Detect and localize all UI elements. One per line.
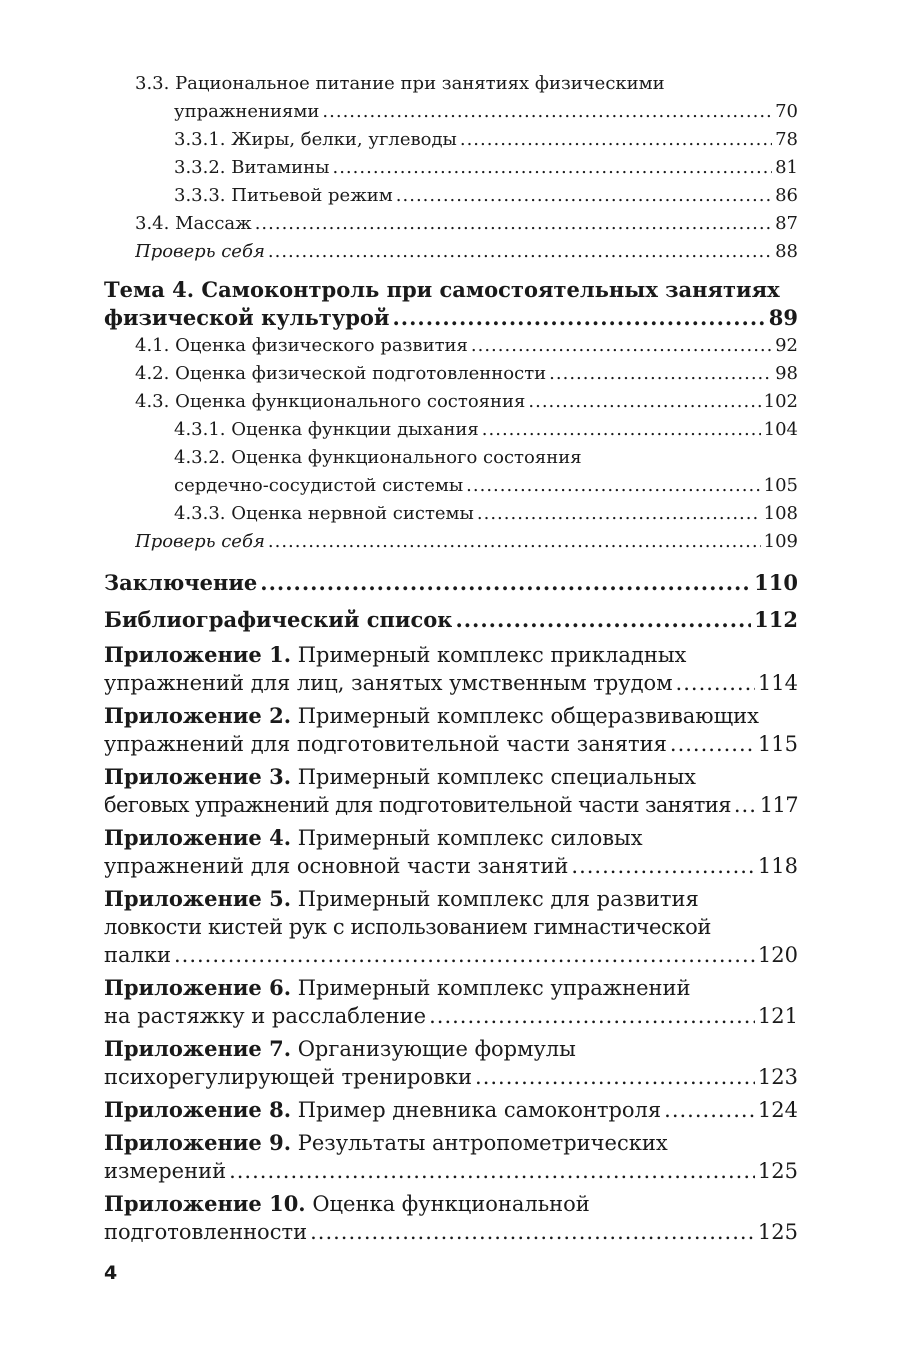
toc-entry-appendix-6: Приложение 6. Примерный комплекс упражнений на растяжку и расслабление ..... 121 — [104, 974, 798, 1030]
leader-dots — [664, 1096, 755, 1124]
toc-entry-check-4: Проверь себя ..... 109 — [104, 528, 798, 556]
leader-dots — [670, 730, 755, 758]
leader-dots — [255, 210, 772, 238]
leader-dots — [571, 852, 755, 880]
leader-dots — [676, 669, 755, 697]
toc-entry-topic-4: Тема 4. Самоконтроль при самостоятельных занятиях физической культурой ..... 89 — [104, 276, 798, 332]
toc-entry-appendix-9: Приложение 9. Результаты антропометрических измерений ..... 125 — [104, 1129, 798, 1185]
toc-entry-3-4: 3.4. Массаж ..... 87 — [104, 210, 798, 238]
toc-entry-appendix-1: Приложение 1. Примерный комплекс прикладных упражнений для лиц, занятых умственным трудом ..... 114 — [104, 641, 798, 697]
toc-entry-3-3: 3.3. Рациональное питание при занятиях физическими упражнениями ..... 70 — [104, 70, 798, 126]
toc-entry-3-3-3: 3.3.3. Питьевой режим ..... 86 — [104, 182, 798, 210]
toc-entry-appendix-3: Приложение 3. Примерный комплекс специальных беговых упражнений для подготовительной части занятия ..... 117 — [104, 763, 798, 819]
toc-entry-appendix-4: Приложение 4. Примерный комплекс силовых упражнений для основной части занятий ..... 118 — [104, 824, 798, 880]
toc-entry-appendix-10: Приложение 10. Оценка функциональной подготовленности ..... 125 — [104, 1190, 798, 1246]
leader-dots — [455, 603, 751, 636]
leader-dots — [528, 388, 760, 416]
toc-entry-4-3-2: 4.3.2. Оценка функционального состояния сердечно-сосудистой системы ..... 105 — [104, 444, 798, 500]
toc-entry-3-3-1: 3.3.1. Жиры, белки, углеводы ..... 78 — [104, 126, 798, 154]
leader-dots — [332, 154, 772, 182]
toc-entry-appendix-5: Приложение 5. Примерный комплекс для развития ловкости кистей рук с использованием гимнастической палки ..... 120 — [104, 885, 798, 969]
leader-dots — [734, 791, 757, 819]
toc-entry-appendix-8: Приложение 8. Пример дневника самоконтроля ..... 124 — [104, 1096, 798, 1124]
leader-dots — [396, 182, 772, 210]
leader-dots — [310, 1218, 755, 1246]
toc-entry-conclusion: Заключение ..... 110 — [104, 566, 798, 599]
leader-dots — [268, 528, 761, 556]
leader-dots — [392, 304, 765, 332]
leader-dots — [429, 1002, 755, 1030]
toc-entry-check-3: Проверь себя ..... 88 — [104, 238, 798, 266]
leader-dots — [322, 98, 772, 126]
leader-dots — [229, 1157, 755, 1185]
toc-entry-4-3: 4.3. Оценка функционального состояния ..... 102 — [104, 388, 798, 416]
leader-dots — [477, 500, 761, 528]
leader-dots — [268, 238, 772, 266]
toc-entry-4-3-3: 4.3.3. Оценка нервной системы ..... 108 — [104, 500, 798, 528]
toc-entry-4-1: 4.1. Оценка физического развития ..... 92 — [104, 332, 798, 360]
toc-entry-appendix-2: Приложение 2. Примерный комплекс общеразвивающих упражнений для подготовительной части занятия ..... 115 — [104, 702, 798, 758]
toc-entry-4-2: 4.2. Оценка физической подготовленности ..... 98 — [104, 360, 798, 388]
leader-dots — [549, 360, 772, 388]
leader-dots — [466, 472, 760, 500]
leader-dots — [174, 941, 755, 969]
leader-dots — [482, 416, 761, 444]
toc-entry-bibliography: Библиографический список ..... 112 — [104, 603, 798, 636]
leader-dots — [460, 126, 772, 154]
toc-entry-3-3-2: 3.3.2. Витамины ..... 81 — [104, 154, 798, 182]
page-number: 4 — [104, 1262, 118, 1284]
leader-dots — [475, 1063, 755, 1091]
toc-entry-4-3-1: 4.3.1. Оценка функции дыхания ..... 104 — [104, 416, 798, 444]
table-of-contents — [104, 70, 798, 1246]
toc-entry-appendix-7: Приложение 7. Организующие формулы психорегулирующей тренировки ..... 123 — [104, 1035, 798, 1091]
leader-dots — [260, 566, 751, 599]
leader-dots — [471, 332, 772, 360]
